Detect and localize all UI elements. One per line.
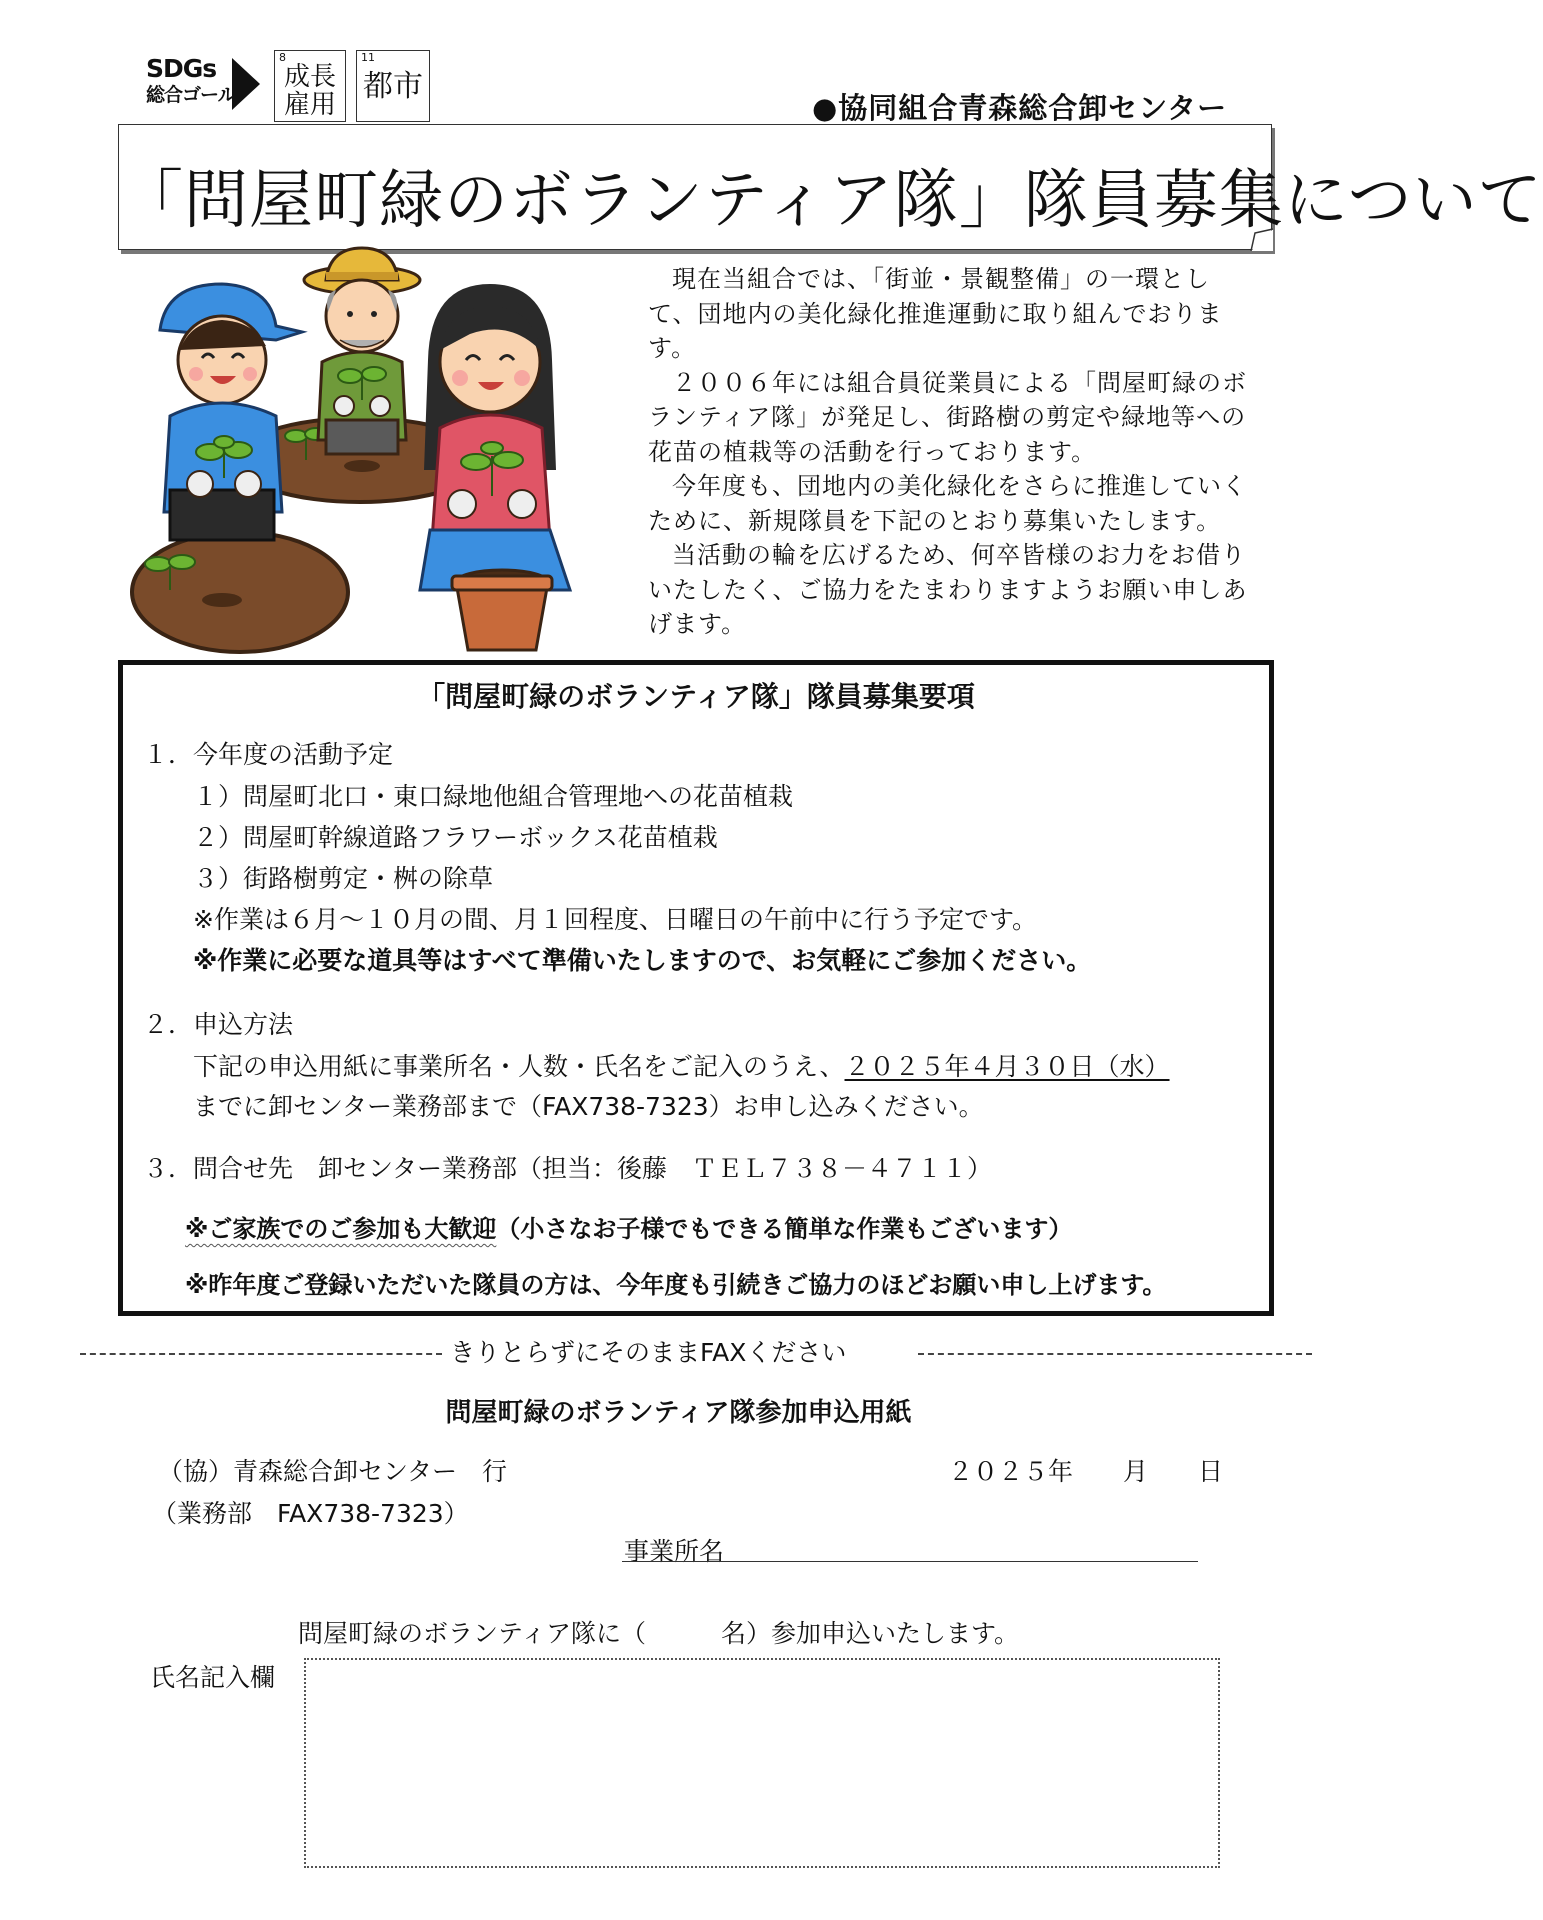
- section-activity-heading: １．今年度の活動予定: [143, 740, 394, 769]
- recruitment-guidelines-box: [118, 660, 1274, 1316]
- goal-number: 8: [279, 51, 286, 64]
- guidelines-title: 「問屋町緑のボランティア隊」隊員募集要項: [417, 680, 975, 713]
- intro-paragraph: 現在当組合では、「街並・景観整備」の一環として、団地内の美化緑化推進運動に取り組んでおります。: [648, 265, 1223, 362]
- family-welcome-detail: （小さなお子様でもできる簡単な作業もございます）: [496, 1215, 1073, 1243]
- deadline: ２０２５年４月３０日（水）: [844, 1052, 1170, 1081]
- sdg-subtitle: 総合ゴール: [146, 84, 236, 106]
- activity-item: ２）問屋町幹線道路フラワーボックス花苗植栽: [193, 823, 718, 852]
- intro-paragraph: 当活動の輪を広げるため、何卒皆様のお力をお借りいたしたく、ご協力をたまわりますようお願い申しあげます。: [648, 541, 1248, 638]
- family-welcome-emphasis: ※ご家族でのご参加も大歓迎: [185, 1215, 497, 1243]
- activity-item: ３）街路樹剪定・桝の除草: [193, 864, 494, 893]
- arrow-right-icon: [232, 58, 260, 110]
- tools-note: ※作業に必要な道具等はすべて準備いたしますので、お気軽にご参加ください。: [193, 946, 1092, 975]
- activity-item: １）問屋町北口・東口緑地他組合管理地への花苗植栽: [193, 782, 794, 811]
- goal-number: 11: [361, 51, 375, 64]
- section-apply-heading: ２．申込方法: [143, 1010, 294, 1039]
- name-entry-label: 氏名記入欄: [150, 1663, 276, 1692]
- cut-line-right: [918, 1353, 1312, 1355]
- sdg-goal-11-badge: [356, 50, 430, 122]
- family-welcome-note: [185, 1209, 1072, 1244]
- goal-label-line1: 都市: [363, 69, 423, 104]
- apply-instructions-text: 下記の申込用紙に事業所名・人数・氏名をご記入のうえ、: [193, 1052, 845, 1081]
- gardening-volunteers-illustration: [130, 250, 600, 658]
- page-title: 「問屋町緑のボランティア隊」隊員募集について: [119, 164, 1543, 238]
- section-contact: ３．問合せ先 卸センター業務部（担当：後藤 ＴＥＬ７３８－４７１１）: [143, 1154, 993, 1183]
- cut-line-left: [80, 1353, 442, 1355]
- form-date-field[interactable]: ２０２５年 月 日: [948, 1457, 1224, 1486]
- cut-line-text: きりとらずにそのままFAXください: [450, 1338, 847, 1367]
- sdg-goal-8-badge: [274, 50, 346, 122]
- goal-label-line1: 成長: [283, 62, 336, 92]
- company-name-field[interactable]: [622, 1561, 1198, 1562]
- name-entry-box[interactable]: [304, 1658, 1220, 1868]
- application-form-title: 問屋町緑のボランティア隊参加申込用紙: [445, 1398, 912, 1428]
- intro-paragraph: 今年度も、団地内の美化緑化をさらに推進していくために、新規隊員を下記のとおり募集いたします。: [648, 472, 1247, 535]
- apply-instructions: [193, 1047, 1170, 1083]
- intro-text: [648, 262, 1248, 642]
- form-recipient: （協）青森総合卸センター 行: [158, 1457, 508, 1486]
- organization-name: ●協同組合青森総合卸センター: [812, 91, 1228, 125]
- participant-count-text: 問屋町緑のボランティア隊に（ 名）参加申込いたします。: [298, 1619, 1020, 1648]
- company-name-label: 事業所名: [624, 1537, 725, 1566]
- title-banner: [118, 124, 1543, 250]
- goal-label-line2: 雇用: [283, 90, 336, 120]
- sdg-goal-header: [146, 50, 446, 124]
- apply-fax-instructions: までに卸センター業務部まで（FAX738-7323）お申し込みください。: [193, 1092, 984, 1121]
- page-curl-icon: [1251, 229, 1273, 251]
- intro-paragraph: ２００６年には組合員従業員による「問屋町緑のボランティア隊」が発足し、街路樹の剪定や緑地等への花苗の植栽等の活動を行っております。: [648, 368, 1247, 466]
- schedule-note: ※作業は６月～１０月の間、月１回程度、日曜日の午前中に行う予定です。: [193, 905, 1037, 934]
- returning-members-note: ※昨年度ご登録いただいた隊員の方は、今年度も引続きご協力のほどお願い申し上げます。: [185, 1271, 1167, 1299]
- form-recipient-fax: （業務部 FAX738-7323）: [152, 1499, 469, 1528]
- sdg-word: SDGs: [146, 54, 217, 83]
